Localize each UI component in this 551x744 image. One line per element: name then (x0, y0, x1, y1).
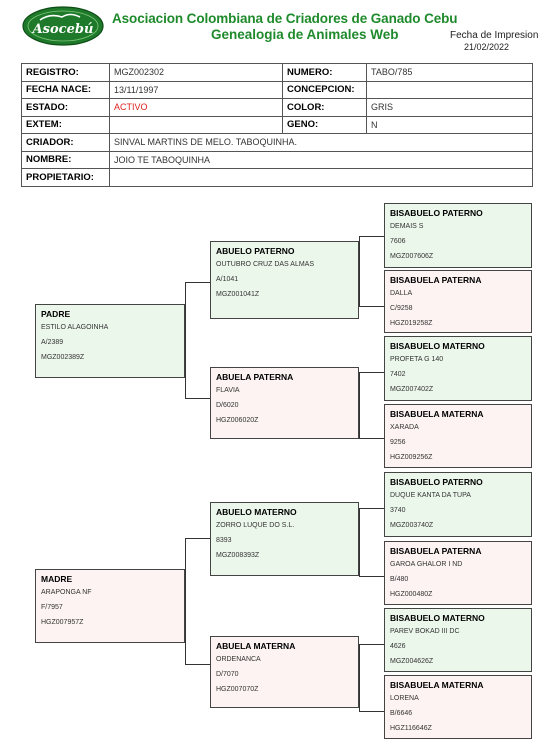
card-title: ABUELO PATERNO (216, 246, 295, 256)
card-title: BISABUELA MATERNA (390, 409, 484, 419)
bisabuelo-paterno-card (384, 472, 532, 537)
card-name: GAROA GHALOR I ND (390, 561, 463, 568)
print-date: 21/02/2022 (464, 42, 510, 52)
padre-card (35, 304, 185, 378)
card-number: 4626 (390, 643, 406, 650)
org-title: Asociacion Colombiana de Criadores de Ganado Cebu (112, 11, 458, 26)
card-name: ESTILO ALAGOINHA (41, 324, 109, 331)
card-registry: HGZ116646Z (390, 725, 432, 732)
card-name: PAREV BOKAD III DC (390, 628, 460, 635)
bisabuela-materna-card (384, 404, 532, 468)
card-registry: MGZ002389Z (41, 354, 85, 361)
card-title: ABUELA PATERNA (216, 372, 294, 382)
card-registry: HGZ007957Z (41, 619, 84, 626)
bisabuela-materna-card (384, 675, 532, 739)
card-number: C/9258 (390, 305, 413, 312)
connector-line (359, 372, 360, 439)
card-title: BISABUELA PATERNA (390, 546, 482, 556)
card-number: 9256 (390, 439, 406, 446)
propietario-label: PROPIETARIO: (22, 169, 110, 187)
estado-value: ACTIVO (110, 99, 283, 117)
card-name: LORENA (390, 695, 419, 702)
extem-value (110, 116, 283, 134)
madre-card (35, 569, 185, 643)
color-label: COLOR: (283, 99, 367, 117)
connector-line (359, 372, 384, 373)
card-registry: MGZ004626Z (390, 658, 434, 665)
bisabuelo-paterno-card (384, 203, 532, 268)
asocebu-logo (22, 6, 104, 46)
connector-line (359, 711, 384, 712)
card-registry: HGZ019258Z (390, 320, 433, 327)
card-number: 7606 (390, 238, 406, 245)
card-registry: MGZ007402Z (390, 386, 434, 393)
connector-line (185, 398, 210, 399)
card-name: FLAVIA (216, 387, 240, 394)
card-registry: MGZ007606Z (390, 253, 434, 260)
page-subtitle: Genealogia de Animales Web (211, 27, 399, 42)
card-title: MADRE (41, 574, 73, 584)
print-date-label: Fecha de Impresion (450, 30, 539, 41)
card-title: BISABUELO PATERNO (390, 477, 483, 487)
registry-row (22, 116, 533, 134)
bisabuelo-materno-card (384, 608, 532, 672)
connector-line (185, 282, 186, 399)
numero-value: TABO/785 (367, 64, 533, 82)
connector-line (359, 236, 360, 307)
card-name: DUQUE KANTA DA TUPA (390, 492, 471, 499)
card-title: ABUELA MATERNA (216, 641, 296, 651)
bisabuela-paterna-card (384, 270, 532, 333)
card-number: D/6020 (216, 402, 239, 409)
card-registry: HGZ009256Z (390, 454, 433, 461)
propietario-value (110, 169, 533, 187)
card-name: ORDENANCA (216, 656, 261, 663)
color-value: GRIS (367, 99, 533, 117)
connector-line (185, 538, 210, 539)
registry-row (22, 64, 533, 82)
connector-line (359, 438, 384, 439)
registry-row (22, 169, 533, 187)
connector-line (359, 644, 360, 712)
card-title: ABUELO MATERNO (216, 507, 297, 517)
card-title: BISABUELO MATERNO (390, 341, 485, 351)
concepcion-value (367, 81, 533, 99)
fecha-nace-label: FECHA NACE: (22, 81, 110, 99)
bisabuelo-materno-card (384, 336, 532, 401)
card-registry: MGZ003740Z (390, 522, 434, 529)
numero-label: NUMERO: (283, 64, 367, 82)
card-registry: HGZ000480Z (390, 591, 433, 598)
card-title: BISABUELA PATERNA (390, 275, 482, 285)
extem-label: EXTEM: (22, 116, 110, 134)
card-name: PROFETA G 140 (390, 356, 444, 363)
connector-line (359, 508, 384, 509)
criador-value: SINVAL MARTINS DE MELO. TABOQUINHA. (110, 134, 533, 152)
card-registry: MGZ008393Z (216, 552, 260, 559)
fecha-nace-value: 13/11/1997 (110, 81, 283, 99)
abuelo-materno-card (210, 502, 359, 576)
card-title: BISABUELO MATERNO (390, 613, 485, 623)
card-name: ARAPONGA NF (41, 589, 92, 596)
registry-row (22, 99, 533, 117)
estado-label: ESTADO: (22, 99, 110, 117)
connector-line (359, 644, 384, 645)
logo-text: Asocebú (32, 22, 94, 37)
nombre-label: NOMBRE: (22, 151, 110, 169)
connector-line (185, 538, 186, 665)
card-registry: HGZ007070Z (216, 686, 259, 693)
card-registry: HGZ006020Z (216, 417, 259, 424)
abuela-paterna-card (210, 367, 359, 439)
geno-label: GENO: (283, 116, 367, 134)
registry-row (22, 81, 533, 99)
card-number: 7402 (390, 371, 406, 378)
abuelo-paterno-card (210, 241, 359, 319)
card-name: DEMAIS S (390, 223, 424, 230)
connector-line (359, 236, 384, 237)
card-name: XARADA (390, 424, 419, 431)
registro-value: MGZ002302 (110, 64, 283, 82)
card-number: A/2389 (41, 339, 64, 346)
card-number: D/7070 (216, 671, 239, 678)
card-name: ZORRO LUQUE DO S.L. (216, 522, 295, 529)
card-name: OUTUBRO CRUZ DAS ALMAS (216, 261, 315, 268)
criador-label: CRIADOR: (22, 134, 110, 152)
card-registry: MGZ001041Z (216, 291, 260, 298)
connector-line (185, 664, 210, 665)
abuela-materna-card (210, 636, 359, 708)
concepcion-label: CONCEPCION: (283, 81, 367, 99)
connector-line (359, 576, 384, 577)
registry-row (22, 151, 533, 169)
card-title: BISABUELO PATERNO (390, 208, 483, 218)
card-number: 8393 (216, 537, 232, 544)
card-number: F/7957 (41, 604, 63, 611)
connector-line (185, 282, 210, 283)
card-title: BISABUELA MATERNA (390, 680, 484, 690)
geno-value: N (367, 116, 533, 134)
registry-table (21, 63, 533, 187)
bisabuela-paterna-card (384, 541, 532, 605)
registro-label: REGISTRO: (22, 64, 110, 82)
registry-row (22, 134, 533, 152)
card-name: DALLA (390, 290, 413, 297)
card-number: B/6646 (390, 710, 413, 717)
nombre-value: JOIO TE TABOQUINHA (110, 151, 533, 169)
connector-line (359, 306, 384, 307)
connector-line (359, 508, 360, 577)
card-number: 3740 (390, 507, 406, 514)
card-number: A/1041 (216, 276, 239, 283)
card-title: PADRE (41, 309, 71, 319)
card-number: B/480 (390, 576, 409, 583)
